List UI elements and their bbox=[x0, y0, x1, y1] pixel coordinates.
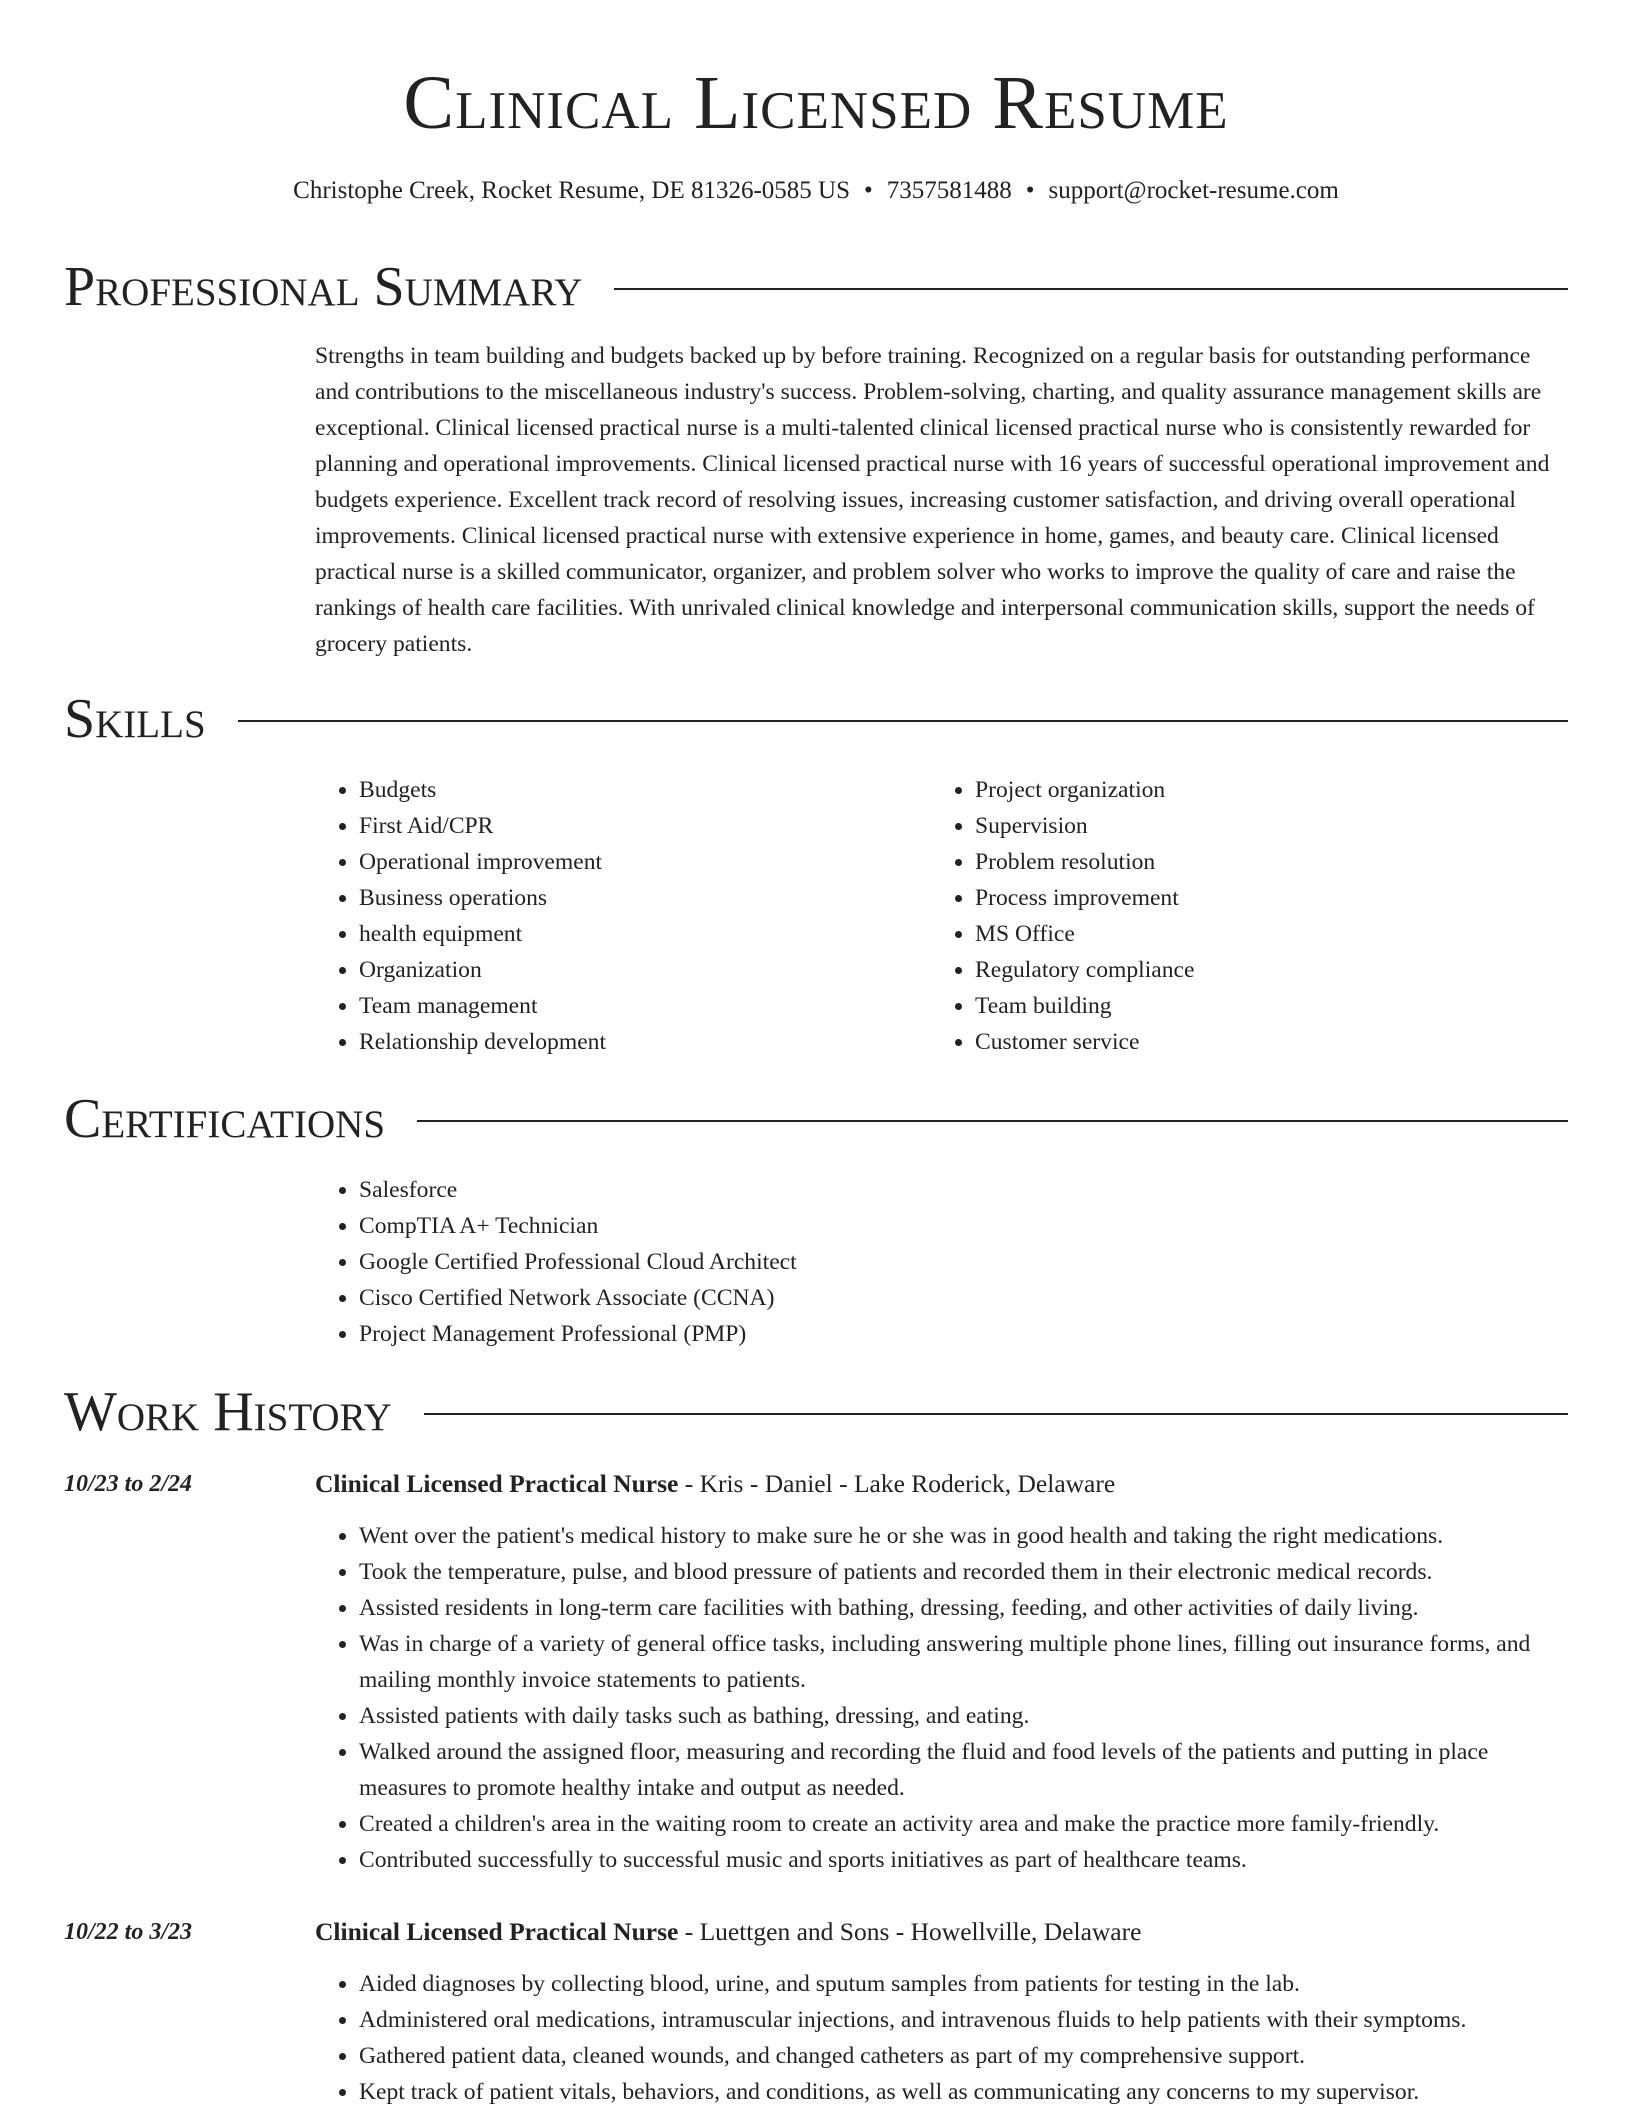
certification-item: • CompTIA A+ Technician bbox=[359, 1208, 1568, 1244]
section-divider bbox=[238, 720, 1568, 722]
skill-item: • Customer service bbox=[975, 1024, 1568, 1060]
skill-item: • Team building bbox=[975, 988, 1568, 1024]
job-duties-list bbox=[315, 1518, 1568, 1878]
job-duty-item: • Gathered patient data, cleaned wounds, and changed catheters as part of my comprehensive support. bbox=[359, 2038, 1568, 2074]
job-duty-item: • Walked around the assigned floor, measuring and recording the fluid and food levels of the patients and putting in place measures to promote healthy intake and output as needed. bbox=[359, 1734, 1568, 1806]
contact-email: support@rocket-resume.com bbox=[1048, 177, 1339, 204]
job-employer: - Luettgen and Sons - Howellville, Delaware bbox=[684, 1917, 1142, 1946]
section-header-work-history bbox=[64, 1379, 1568, 1445]
section-title-summary: Professional Summary bbox=[64, 256, 583, 318]
contact-address: Christophe Creek, Rocket Resume, DE 81326-0585 US bbox=[293, 177, 851, 204]
skill-item: • First Aid/CPR bbox=[359, 808, 915, 844]
contact-separator: • bbox=[1025, 177, 1035, 204]
skills-column-left bbox=[315, 772, 915, 1060]
section-title-certifications: Certifications bbox=[64, 1088, 386, 1150]
certification-item: • Salesforce bbox=[359, 1172, 1568, 1208]
job-title: Clinical Licensed Practical Nurse bbox=[315, 1469, 679, 1498]
job-dates: 10/22 to 3/23 bbox=[64, 1919, 193, 1945]
skill-item: • Relationship development bbox=[359, 1024, 915, 1060]
section-header-certifications bbox=[64, 1086, 1568, 1152]
job-duty-item: • Created a children's area in the waiting room to create an activity area and make the practice more family-friendly. bbox=[359, 1806, 1568, 1842]
skill-item: • Supervision bbox=[975, 808, 1568, 844]
skills-list-left bbox=[315, 772, 915, 1060]
section-header-skills bbox=[64, 686, 1568, 752]
skills-column-right bbox=[931, 772, 1568, 1060]
job-duties bbox=[315, 1966, 1568, 2110]
job-duty-item: • Went over the patient's medical history to make sure he or she was in good health and taking the right medications. bbox=[359, 1518, 1568, 1554]
skills-list-right bbox=[931, 772, 1568, 1060]
skill-item: • Team management bbox=[359, 988, 915, 1024]
resume-title: Clinical Licensed Resume bbox=[403, 61, 1229, 145]
job-duties bbox=[315, 1518, 1568, 1878]
certification-item: • Project Management Professional (PMP) bbox=[359, 1316, 1568, 1352]
job-duties-list bbox=[315, 1966, 1568, 2110]
skill-item: • MS Office bbox=[975, 916, 1568, 952]
summary-text: Strengths in team building and budgets backed up by before training. Recognized on a regular basis for outstanding performance and contributions to the miscellaneous industry's success. Problem-solving, charting, and quality assurance management skills are exceptional. Clinical licensed practical nurse is a multi-talented clinical licensed practical nurse who is consistently rewarded for planning and operational improvements. Clinical licensed practical nurse with 16 years of successful operational improvement and budgets experience. Excellent track record of resolving issues, increasing customer satisfaction, and driving overall operational improvements. Clinical licensed practical nurse with extensive experience in home, games, and beauty care. Clinical licensed practical nurse is a skilled communicator, organizer, and problem solver who works to improve the quality of care and raise the rankings of health care facilities. With unrivaled clinical knowledge and interpersonal communication skills, support the needs of grocery patients. bbox=[315, 343, 1550, 657]
section-title-skills: Skills bbox=[64, 688, 206, 750]
contact-separator: • bbox=[864, 177, 873, 204]
job-duty-item: • Kept track of patient vitals, behaviors, and conditions, as well as communicating any concerns to my supervisor. bbox=[359, 2074, 1568, 2110]
job-heading bbox=[315, 1914, 1141, 1950]
certifications-block bbox=[315, 1172, 1568, 1352]
job-duty-item: • Assisted patients with daily tasks such as bathing, dressing, and eating. bbox=[359, 1698, 1568, 1734]
job-duty-item: • Aided diagnoses by collecting blood, urine, and sputum samples from patients for testing in the lab. bbox=[359, 1966, 1568, 2002]
skill-item: • Operational improvement bbox=[359, 844, 915, 880]
skill-item: • Budgets bbox=[359, 772, 915, 808]
job-duty-item: • Contributed successfully to successful music and sports initiatives as part of healthcare teams. bbox=[359, 1842, 1568, 1878]
certification-item: • Google Certified Professional Cloud Architect bbox=[359, 1244, 1568, 1280]
section-title-work-history: Work History bbox=[64, 1381, 392, 1443]
skill-item: • Business operations bbox=[359, 880, 915, 916]
job-duty-item: • Administered oral medications, intramuscular injections, and intravenous fluids to help patients with their symptoms. bbox=[359, 2002, 1568, 2038]
skill-item: • Problem resolution bbox=[975, 844, 1568, 880]
skill-item: • Process improvement bbox=[975, 880, 1568, 916]
job-duty-item: • Assisted residents in long-term care facilities with bathing, dressing, feeding, and other activities of daily living. bbox=[359, 1590, 1568, 1626]
certifications-list bbox=[315, 1172, 1568, 1352]
contact-phone: 7357581488 bbox=[886, 177, 1012, 204]
skill-item: • Project organization bbox=[975, 772, 1568, 808]
job-duty-item: • Took the temperature, pulse, and blood pressure of patients and recorded them in their electronic medical records. bbox=[359, 1554, 1568, 1590]
section-divider bbox=[614, 288, 1568, 290]
section-divider bbox=[424, 1413, 1568, 1415]
job-title: Clinical Licensed Practical Nurse bbox=[315, 1917, 679, 1946]
certification-item: • Cisco Certified Network Associate (CCNA) bbox=[359, 1280, 1568, 1316]
skill-item: • Regulatory compliance bbox=[975, 952, 1568, 988]
job-dates: 10/23 to 2/24 bbox=[64, 1471, 193, 1497]
section-header-summary bbox=[64, 254, 1568, 320]
job-duty-item: • Was in charge of a variety of general office tasks, including answering multiple phone lines, filling out insurance forms, and mailing monthly invoice statements to patients. bbox=[359, 1626, 1568, 1698]
skill-item: • Organization bbox=[359, 952, 915, 988]
contact-line bbox=[0, 174, 1632, 208]
section-divider bbox=[417, 1120, 1568, 1122]
skill-item: • health equipment bbox=[359, 916, 915, 952]
job-employer: - Kris - Daniel - Lake Roderick, Delaware bbox=[684, 1469, 1116, 1498]
job-heading bbox=[315, 1466, 1115, 1502]
